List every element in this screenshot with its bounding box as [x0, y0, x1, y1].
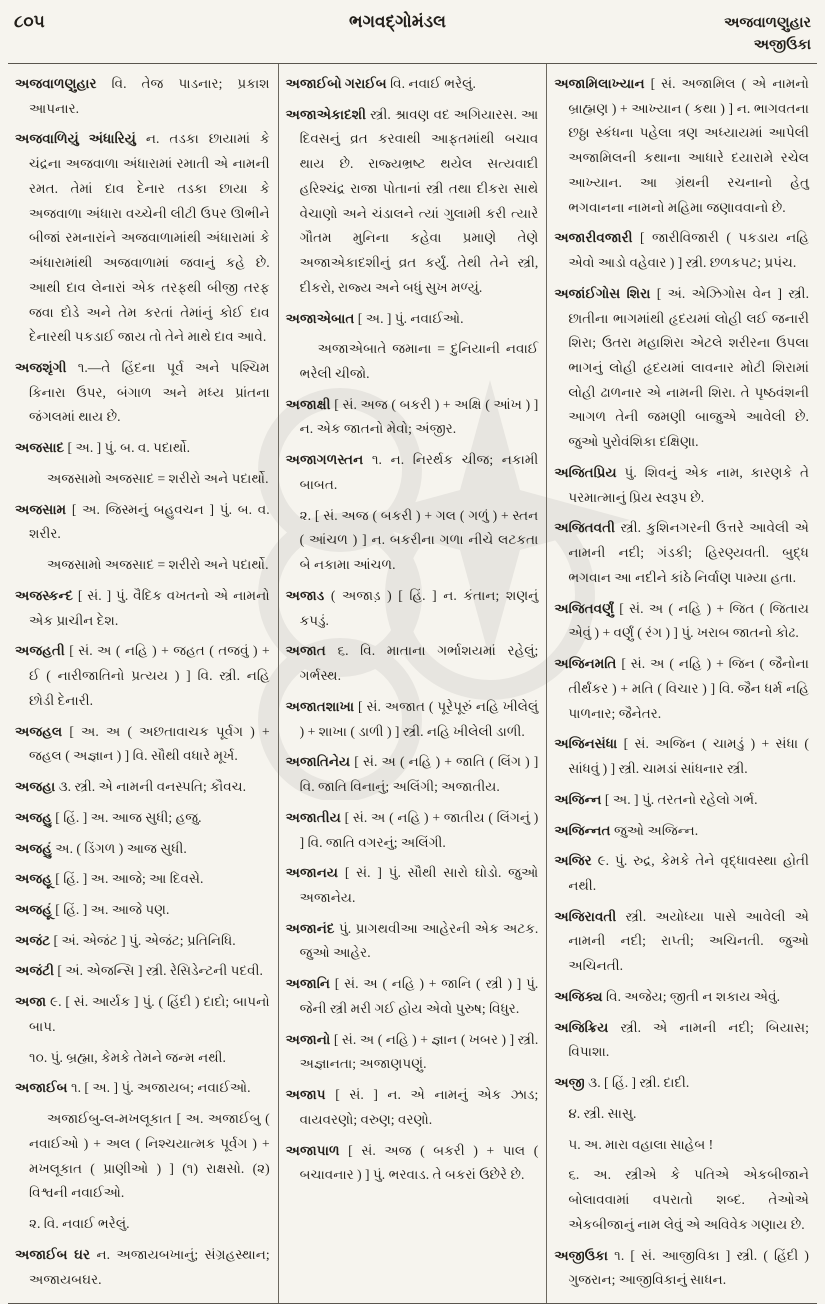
dictionary-entry: અજસ્કન્દ [ સં. ] પું. વૈદિક વખતનો એ નામનો એક પ્રાચીન દેશ. [15, 587, 270, 628]
entry-example: અજસામો અજસાદ = શરીરો અને પદાર્થો. [47, 557, 269, 573]
entry-headword: અજામિલાખ્યાન [554, 75, 645, 91]
dictionary-entry: અજિન્નત જુઓ અજિન્ન. [554, 822, 699, 838]
entry-headword: અજાક્ષી [285, 396, 331, 412]
entry-headword: અજિતવર્ણું [554, 600, 614, 616]
entry-headword: અજાનંદ [285, 920, 335, 936]
entry-headword: અજસામ [15, 501, 67, 517]
entry-headword: અજહા [15, 779, 56, 795]
entry-headword: અજિન્ન [554, 791, 602, 807]
dictionary-entry: અજિરાવતી સ્ત્રી. અયોધ્યા પાસે આવેલી એ નામની નદી; રાપ્તી; અચિનતી. જુઓ અચિનતી. [554, 908, 809, 974]
entry-sub-definition: ૧૦. પું. બ્રહ્મા, કેમકે તેમને જન્મ નથી. [29, 1049, 226, 1065]
entry-headword: અજિતવતી [554, 520, 615, 536]
dictionary-entry: અજાડ ( અજાડ઼ ) [ હિં. ] ન. કંતાન; શણનું કપડું. [285, 587, 539, 628]
dictionary-entry: અજસામ [ અ. જિસ્મનું બહુવચન ] પું. બ. વ. શરીર. [15, 501, 270, 542]
entry-sub-definition: ૫. અ. મારા વહાલા સાહેબ ! [568, 1136, 714, 1152]
entry-headword: અજવાળણુહાર [15, 75, 97, 91]
dictionary-entry: અજંટ [ અં. એજંટ ] પું. એજંટ; પ્રતિનિધિ. [15, 932, 236, 948]
entry-headword: અજહતી [15, 643, 65, 659]
dictionary-entry: અજહૂ [ હિં. ] અ. આજે; આ દિવસે. [15, 871, 204, 887]
dictionary-entry: અજહતી [ સં. અ ( નહિ ) + જહત ( તજવું ) + ઈ ( નારીજાતિનો પ્રત્યય ) ] વિ. સ્ત્રી. નહિ છોડી દેનારી. [15, 643, 270, 708]
entry-headword: અજહૂ [15, 871, 52, 887]
entry-headword: અજિતપ્રિય [554, 464, 617, 480]
entry-sub-definition: ૪. સ્ત્રી. સાસુ. [568, 1105, 637, 1121]
dictionary-entry: અજિક્રિય સ્ત્રી. એ નામની નદી; બિયાસ; વિપાશા. [554, 1019, 809, 1060]
dictionary-entry: અજિનમતિ [ સં. અ ( નહિ ) + જિન ( જૈનોના તીર્થંકર ) + મતિ ( વિચાર ) ] વિ. જૈન ધર્મ નહિ પાળનાર; જૈનેતર. [554, 656, 809, 721]
dictionary-entry: અજાનય [ સં. ] પું. સૌથી સારો ઘોડો. જુઓ અજાનેય. [285, 865, 539, 905]
entry-headword: અજિનમતિ [554, 656, 617, 672]
entry-headword: અજાતીય [285, 809, 341, 825]
entry-headword: અજા [15, 994, 47, 1010]
page-number: ૮૦૫ [14, 12, 45, 31]
entry-headword: અજિનસંધા [554, 736, 618, 752]
entry-headword: અજાનિ [285, 976, 330, 992]
dictionary-entry: અજહૂં [ હિં. ] અ. આજે પણ. [15, 901, 170, 917]
dictionary-entry: અજશૃંગી ૧.—તે હિંદના પૂર્વ અને પશ્ચિમ કિનારા ઉપર, બંગાળ અને મધ્ય પ્રાંતના જંગલમાં થાય છે. [15, 360, 270, 425]
dictionary-entry: અજહલ [ અ. અ ( અછતાવાચક પૂર્વગ ) + જહલ ( અજ્ઞાન ) ] વિ. સૌથી વધારે મૂર્ખ. [15, 723, 270, 764]
entry-headword: અજાંઈગોસ શિરા [554, 285, 651, 301]
entry-headword: અજંટ [15, 932, 51, 948]
dictionary-entry: અજારીવજારી [ જારીવિજારી ( પકડાય નહિ એવો આડો વહેવાર ) ] સ્ત્રી. છળકપટ; પ્રપંચ. [554, 230, 809, 271]
entry-headword: અજાઈબ [15, 1080, 68, 1096]
entry-headword: અજહુ [15, 809, 52, 825]
entry-headword: અજાપ [285, 1087, 326, 1103]
running-head-bottom: અજીઉકા [753, 37, 811, 54]
dictionary-entry: અજાતશાખા [ સં. અજાત ( પૂરેપૂરું નહિ ખીલેલું ) + શાખા ( ડાળી ) ] સ્ત્રી. નહિ ખીલેલી ડાળી. [285, 698, 539, 739]
dictionary-entry: અજી ૩. [ હિં. ] સ્ત્રી. દાદી. [554, 1075, 690, 1091]
entry-headword: અજાગળસ્તન [285, 452, 364, 468]
entry-headword: અજાએકાદશી [285, 106, 367, 122]
entry-headword: અજી [554, 1075, 585, 1091]
entry-headword: અજવાળિયું અંધારિયું [15, 131, 136, 147]
entry-headword: અજસ્કન્દ [15, 587, 73, 603]
entry-headword: અજાત [285, 643, 326, 659]
dictionary-entry: અજાનંદ પું. પ્રાગથવીઆ આહેરની એક અટક. જુઓ આહેર. [285, 920, 539, 961]
entry-headword: અજાનય [285, 865, 339, 881]
dictionary-entry: અજાપ [ સં. ] ન. એ નામનું એક ઝાડ; વાયવરણો; વરુણ; વરણો. [285, 1087, 539, 1127]
entry-headword: અજંટી [15, 963, 55, 979]
page-title: ભગવદ્ગોમંડલ [349, 12, 446, 31]
dictionary-entry: અજાક્ષી [ સં. અજ ( બકરી ) + અક્ષિ ( આંખ ) ] ન. એક જાતનો મેવો; અંજીર. [285, 396, 539, 437]
entry-headword: અજાપાળ [285, 1142, 340, 1158]
dictionary-entry: અજિતવતી સ્ત્રી. કુશિનગરની ઉત્તરે આવેલી એ નામની નદી; ગંડકી; હિરણ્યવતી. બુદ્ધ ભગવાન આ નદીને કાંઠે નિર્વાણ પામ્યા હતા. [554, 520, 809, 585]
dictionary-column-left [8, 64, 278, 1303]
dictionary-entry: અજિતપ્રિય પું. શિવનું એક નામ, કારણકે તે પરમાત્માનું પ્રિય સ્વરૂપ છે. [554, 464, 809, 505]
entry-headword: અજસાદ [15, 440, 65, 456]
entry-headword: અજાઈબ ઘર [15, 1246, 90, 1262]
dictionary-entry: અજાપાળ [ સં. અજ ( બકરી ) + પાલ ( બચાવનાર ) ] પું. ભરવાડ. તે બકરાં ઉછેરે છે. [285, 1142, 539, 1183]
entry-headword: અજીઉકા [554, 1247, 608, 1263]
dictionary-entry: અજાગળસ્તન ૧. ન. નિરર્થક ચીજ; નકામી બાબત. [285, 452, 539, 492]
entry-headword: અજહૂં [15, 901, 52, 917]
entry-headword: અજાએબાત [285, 310, 355, 326]
entry-headword: અજિર [554, 853, 592, 869]
entry-headword: અજહલ [15, 723, 63, 739]
dictionary-entry: અજંટી [ અં. એજન્સિ ] સ્ત્રી. રેસિડેન્ટની પદવી. [15, 963, 263, 979]
dictionary-entry: અજવાળિયું અંધારિયું ન. તડકા છાયામાં કે ચંદ્રના અજવાળા અંધારામાં રમાતી એ નામની રમત. તેમાં દાવ દેનાર તડકા છાયા કે અજવાળા અંધારા વચ્ચેની લીટી ઉપર ઊભીને બીજાં રમનારાંને અજવાળામાંથી અંધારામાં કે અંધારામાંથી અજવાળામાં જવાનું કહે છે. આથી દાવ લેનારાં એક તરફથી બીજી તરફ જવા દોડે અને તેમ કરતાં તેમાંનું કોઈ દાવ દેનારથી પકડાઈ જાય તો તેને માથે દાવ આવે. [15, 131, 270, 345]
dictionary-entry: અજસાદ [ અ. ] પું. બ. વ. પદાર્થો. [15, 440, 190, 456]
dictionary-entry: અજવાળણુહાર વિ. તેજ પાડનાર; પ્રકાશ આપનાર. [15, 75, 270, 116]
dictionary-entry: અજાનિ [ સં. અ ( નહિ ) + જાનિ ( સ્ત્રી ) ] પું. જેની સ્ત્રી મરી ગઈ હોય એવો પુરુષ; વિધુર. [285, 976, 539, 1016]
dictionary-entry: અજિતવર્ણું [ સં. અ ( નહિ ) + જિત ( જિતાય એવું ) + વર્ણું ( રંગ ) ] પું. ખરાબ જાતનો કોઢ. [554, 600, 809, 641]
entry-headword: અજિક્ય [554, 988, 603, 1004]
dictionary-entry: અજા ૯. [ સં. આર્યક ] પું. ( હિંદી ) દાદો; બાપનો બાપ. [15, 994, 270, 1034]
dictionary-entry: અજાત ૬. વિ. માતાના ગર્ભાશયમાં રહેલું; ગર્ભસ્થ. [285, 643, 539, 684]
entry-example: અજસામો અજસાદ = શરીરો અને પદાર્થો. [47, 470, 269, 486]
dictionary-entry: અજહું અ. ( ડિંગળ ) આજ સુધી. [15, 840, 187, 856]
dictionary-entry: અજાએકાદશી સ્ત્રી. શ્રાવણ વદ અગિયારસ. આ દિવસનું વ્રત કરવાથી આફતમાંથી બચાવ થાય છે. રાજ્યભ્રષ્ટ થયેલ સત્યવાદી હરિશ્ચંદ્ર રાજા પોતાનાં સ્ત્રી તથા દીકરા સાથે વેચાણો અને ચંડાલને ત્યાં ગુલામી કરી ત્યારે ગૌતમ મુનિના કહેવા પ્રમાણે તેણે અજાએકાદશીનું વ્રત કર્યું. તેથી તેને સ્ત્રી, દીકરો, રાજ્ય અને બધું સુખ મળ્યું. [285, 106, 539, 295]
dictionary-entry: અજાએબાત [ અ. ] પું. નવાઈઓ. [285, 310, 464, 326]
entry-example: અજાએબાતે જમાના = દુનિયાની નવાઈ ભરેલી ચીજો. [299, 341, 539, 382]
entry-sub-definition: ૨. [ સં. અજ ( બકરી ) + ગલ ( ગળું ) + સ્તન ( આંચળ ) ] ન. બકરીના ગળા નીચે લટકતા બે નકામા આંચળ. [299, 507, 539, 573]
entry-headword: અજાઈબો ગરાઈબ [285, 75, 387, 91]
dictionary-entry: અજિર ૯. પું. રુદ્ર, કેમકે તેને વૃદ્ધાવસ્થા હોતી નથી. [554, 853, 809, 893]
entry-headword: અજાતિનેય [285, 754, 351, 770]
entry-headword: અજહું [15, 840, 52, 856]
dictionary-entry: અજિન્ન [ અ. ] પું. તરતનો રહેલો ગર્ભ. [554, 791, 758, 807]
dictionary-entry: અજહા ૩. સ્ત્રી. એ નામની વનસ્પતિ; કૌવચ. [15, 779, 246, 795]
entry-headword: અજાતશાખા [285, 698, 355, 714]
dictionary-entry: અજિનસંધા [ સં. અજિન ( ચામડું ) + સંધા ( સાંધવું ) ] સ્ત્રી. ચામડાં સાંધનાર સ્ત્રી. [554, 736, 809, 777]
page-header [8, 8, 817, 63]
running-head-top: અજવાળણુહાર [724, 15, 811, 31]
entry-example: અજાઈબુ-લ-મખલૂકાત [ અ. અજાઈબુ ( નવાઈઓ ) + અલ ( નિશ્ચયાત્મક પૂર્વગ ) + મખલૂકાત ( પ્રાણીઓ ) ] (૧) રાક્ષસો. (૨) વિશ્વની નવાઈઓ. [29, 1111, 270, 1201]
entry-headword: અજિક્રિય [554, 1019, 609, 1035]
dictionary-entry: અજીઉકા ૧. [ સં. આજીવિકા ] સ્ત્રી. ( હિંદી ) ગુજરાન; આજીવિકાનું સાધન. [554, 1247, 809, 1288]
dictionary-entry: અજહુ [ હિં. ] અ. આજ સુધી; હજુ. [15, 809, 202, 825]
entry-headword: અજિરાવતી [554, 908, 617, 924]
dictionary-entry: અજામિલાખ્યાન [ સં. અજામિલ ( એ નામનો બ્રાહ્મણ ) + આખ્યાન ( કથા ) ] ન. ભાગવતના છઠ્ઠા સ્કંધના પહેલા ત્રણ અધ્યાયમાં આપેલી અજામિલની કથાના આધારે દયારામે રચેલ આખ્યાન. આ ગ્રંથની રચનાનો હેતુ ભગવાનના નામનો મહિમા જણાવવાનો છે. [554, 75, 809, 215]
dictionary-entry: અજાંઈગોસ શિરા [ અં. એઝિગોસ વેન ] સ્ત્રી. છાતીના ભાગમાંથી હૃદયમાં લોહી લઈ જનારી શિરા; ઉતરા મહાશિરા એટલે શરીરના ઉપલા ભાગનું લોહી હૃદયમાં લાવનાર મોટી શિરામાં લોહી ઢાળનાર એ નામની શિરા. તે પૃષ્ઠવંશની આગળ તેની જમણી બાજુએ આવેલી છે. જુઓ પુરોવંશિકા દક્ષિણા. [554, 285, 809, 450]
dictionary-entry: અજાનો [ સં. અ ( નહિ ) + જ્ઞાન ( ખબર ) ] સ્ત્રી. અજ્ઞાનતા; અજાણપણું. [285, 1031, 539, 1072]
dictionary-entry: અજાતીય [ સં. અ ( નહિ ) + જાતીય ( લિંગનું ) ] વિ. જાતિ વગરનું; અલિંગી. [285, 809, 539, 850]
dictionary-column-right [547, 64, 817, 1303]
entry-headword: અજાડ [285, 587, 325, 603]
entry-headword: અજારીવજારી [554, 230, 633, 246]
entry-sub-definition: ૨. વિ. નવાઈ ભરેલું. [29, 1216, 130, 1232]
dictionary-entry: અજાઈબ ૧. [ અ. ] પું. અજાયબ; નવાઈઓ. [15, 1080, 251, 1096]
entry-headword: અજશૃંગી [15, 360, 67, 376]
dictionary-entry: અજાતિનેય [ સં. અ ( નહિ ) + જાતિ ( લિંગ ) ] વિ. જાતિ વિનાનું; અલિંગી; અજાતીય. [285, 754, 539, 795]
entry-headword: અજાનો [285, 1031, 331, 1047]
dictionary-entry: અજાઈબ ઘર ન. અજાયબખાનું; સંગ્રહસ્થાન; અજાયબઘર. [15, 1246, 270, 1287]
running-head [661, 12, 811, 57]
dictionary-column-middle [278, 64, 548, 1303]
columns-container [8, 63, 817, 1304]
entry-sub-definition: ૬. અ. સ્ત્રીએ કે પતિએ એકબીજાને બોલાવવામાં વપરાતો શબ્દ. તેઓએ એકબીજાનું નામ લેવું એ અવિવેક ગણાય છે. [568, 1167, 809, 1232]
dictionary-entry: અજાઈબો ગરાઈબ વિ. નવાઈ ભરેલું. [285, 75, 476, 91]
entry-headword: અજિન્નત [554, 822, 611, 838]
dictionary-entry: અજિક્ય વિ. અજેય; જીતી ન શકાય એવું. [554, 988, 780, 1004]
